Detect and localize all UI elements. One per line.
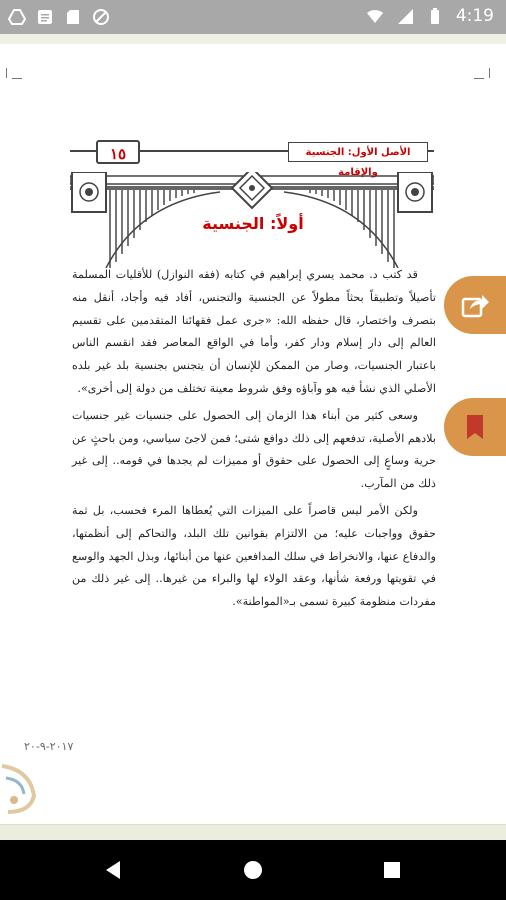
battery-icon: [426, 7, 444, 25]
top-strip: [0, 34, 506, 44]
sd-card-icon: [64, 8, 82, 26]
back-button[interactable]: [100, 856, 128, 884]
bookmark-icon: [464, 414, 486, 440]
recents-icon: [382, 860, 402, 880]
header-rule: [140, 150, 288, 152]
wifi-icon: [366, 7, 384, 25]
paragraph: ولكن الأمر ليس قاصراً على الميزات التي يُعطاها المرء فحسب، بل ثمة حقوق وواجبات عليه؛ من الالتزام بقوانين تلك البلد، والتحاكم إلى أنظمتها، والدفاع عنها، والانخراط في سلك المدافعين عنها من أبنائها، وبذل الجهد والوسع في تقويتها ورفعة شأنها، وعقد الولاء لها والبراء من غيرها.. إلى غير ذلك من مفردات منظومة كبيرة تسمى بـ«المواطنة».: [72, 503, 436, 609]
blocked-icon: [92, 8, 110, 26]
nav-bar: [0, 840, 506, 900]
home-button[interactable]: [239, 856, 267, 884]
bottom-strip: [0, 824, 506, 841]
book-page[interactable]: [0, 34, 506, 840]
page-number: ١٥: [96, 140, 140, 164]
drive-icon: [8, 8, 26, 26]
signal-icon: [396, 7, 414, 25]
bookmark-button[interactable]: [444, 398, 506, 456]
share-icon: [460, 290, 490, 320]
crop-mark: [474, 78, 484, 79]
body-text: [72, 264, 436, 614]
section-title: أولاً: الجنسية: [202, 214, 304, 233]
paragraph: قد كتب د. محمد يسري إبراهيم في كتابه (فقه النوازل) للأقليات المسلمة تأصيلاً وتطبيقاً بحثاً مطولاً عن الجنسية والتجنس، أفاد فيه وأجاد، أنقل منه بتصرف واختصار، قال حفظه الله: «جرى عمل فقهائنا المتقدمين على تقسيم العالم إلى دار إسلام ودار كفر، وأما في الواقع المعاصر فقد انقسم الناس باعتبار الجنسيات، وصار من الممكن للإنسان أن يتجنس بجنسية بلد غير بلده الأصلي الذي نشأ فيه هو وآباؤه وفق شروط معينة تختلف من دولة إلى أخرى».: [72, 268, 436, 395]
crop-mark: [489, 68, 490, 78]
status-time: 4:19: [455, 6, 494, 26]
running-title: الأصل الأول: الجنسية والإقامة: [288, 142, 428, 162]
home-icon: [242, 859, 264, 881]
date-stamp: ٢٠١٧-٩-٢٠: [24, 740, 74, 753]
crop-mark: [12, 78, 22, 79]
status-bar: [0, 0, 506, 34]
publisher-logo-icon: [0, 756, 44, 816]
share-button[interactable]: [444, 276, 506, 334]
paragraph: وسعى كثير من أبناء هذا الزمان إلى الحصول على جنسيات غير جنسيات بلادهم الأصلية، تدفعهم إلى ذلك دوافع شتى؛ فمن لاجئ سياسي، ومن باحثٍ عن حرية وساعٍ إلى الحصول على حقوق أو مميزات لم يجدها في قومه.. إلى غير ذلك من المآرب.: [72, 408, 436, 491]
page-header: [70, 138, 434, 268]
notes-icon: [36, 8, 54, 26]
header-rule: [70, 150, 96, 152]
crop-mark: [6, 68, 7, 78]
back-icon: [103, 859, 125, 881]
header-rule: [428, 150, 434, 152]
recents-button[interactable]: [378, 856, 406, 884]
